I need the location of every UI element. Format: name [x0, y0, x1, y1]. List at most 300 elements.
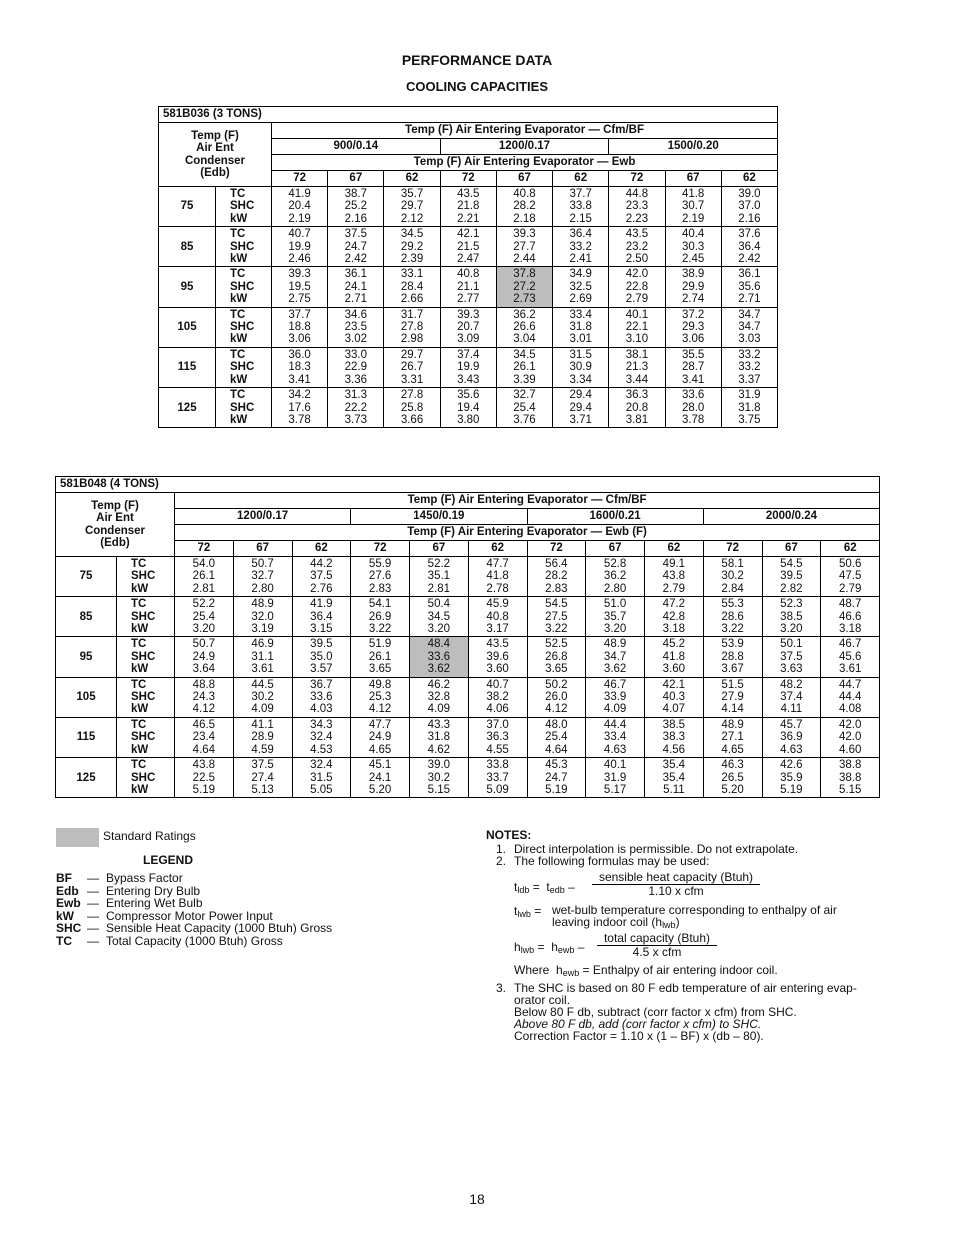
row-code: kW [230, 333, 248, 346]
ewb-column-header: 67 [233, 541, 292, 557]
value: 48.4 [427, 638, 451, 651]
table-row [159, 347, 778, 387]
value: 2.44 [513, 253, 536, 266]
value: 5.11 [663, 783, 685, 796]
value: 24.7 [344, 240, 368, 253]
value: 3.20 [603, 623, 627, 636]
value: 40.4 [681, 228, 705, 241]
value: 40.8 [486, 610, 509, 623]
value: 49.1 [662, 558, 686, 570]
value: 33.2 [738, 361, 761, 374]
value: 31.5 [569, 348, 592, 361]
value: 47.5 [839, 570, 862, 583]
value: 35.6 [738, 280, 761, 293]
value: 24.9 [192, 650, 216, 663]
value: 33.6 [310, 691, 333, 704]
value: 36.3 [625, 389, 649, 402]
formula-3-denominator: 4.5 x cfm [597, 945, 717, 959]
value: 2.45 [681, 253, 705, 266]
value: 35.4 [662, 771, 686, 784]
value-cell [175, 597, 234, 637]
value-cell [762, 717, 821, 757]
value: 2.83 [368, 582, 392, 595]
value: 2.79 [839, 582, 862, 595]
value-cell [665, 347, 721, 387]
value: 33.4 [603, 731, 627, 744]
row-codes [117, 597, 175, 637]
value: 50.6 [839, 558, 862, 570]
value: 39.5 [310, 638, 333, 651]
value: 31.1 [251, 650, 274, 663]
value: 3.36 [344, 373, 368, 386]
value: 41.8 [486, 570, 509, 583]
value: 21.5 [457, 240, 480, 253]
value-cell [410, 597, 469, 637]
value: 31.9 [603, 771, 627, 784]
value: 30.9 [569, 361, 592, 374]
value: 38.7 [344, 188, 368, 200]
value: 51.5 [721, 678, 744, 691]
value-cell [645, 677, 704, 717]
value: 3.60 [486, 663, 509, 676]
value: 38.8 [839, 759, 862, 772]
value: 2.21 [457, 212, 480, 225]
value: 3.02 [344, 333, 368, 346]
value-cell [527, 677, 586, 717]
value-cell [609, 227, 665, 267]
value: 2.77 [457, 293, 480, 306]
value: 39.6 [486, 650, 509, 663]
value-cell [384, 307, 440, 347]
value: 31.3 [344, 389, 368, 402]
value: 2.41 [569, 253, 592, 266]
value: 19.4 [457, 401, 480, 414]
legend-dash: — [87, 908, 99, 923]
value: 30.3 [681, 240, 705, 253]
value: 46.9 [251, 638, 274, 651]
value: 5.05 [310, 783, 333, 796]
ewb-column-header: 62 [553, 171, 609, 187]
value: 36.4 [569, 228, 592, 241]
value: 4.65 [368, 743, 392, 756]
value: 32.5 [569, 280, 592, 293]
value-cell [496, 347, 552, 387]
value: 25.3 [368, 691, 392, 704]
value: 26.9 [368, 610, 392, 623]
value: 25.4 [192, 610, 216, 623]
row-code: kW [230, 413, 248, 426]
edb-label: 85 [56, 597, 117, 637]
value: 48.8 [192, 678, 216, 691]
value-cell [292, 557, 351, 597]
value: 26.6 [513, 321, 536, 334]
value: 37.5 [251, 759, 274, 772]
value: 37.0 [738, 200, 761, 213]
value: 34.3 [310, 718, 333, 731]
value: 3.10 [625, 333, 649, 346]
legend-definition: Entering Dry Bulb [106, 883, 201, 898]
value-cell [410, 717, 469, 757]
value: 27.8 [400, 389, 424, 402]
value: 33.2 [569, 240, 592, 253]
value-cell [351, 758, 410, 798]
page-subtitle: COOLING CAPACITIES [405, 79, 549, 94]
row-code: TC [230, 268, 246, 281]
row-codes [117, 637, 175, 677]
value: 45.2 [662, 638, 686, 651]
value: 2.66 [400, 293, 424, 306]
value-cell [762, 557, 821, 597]
row-code: kW [131, 582, 149, 595]
table-row [159, 227, 778, 267]
value-cell [496, 227, 552, 267]
value: 3.06 [288, 333, 311, 346]
value: 3.65 [368, 663, 392, 676]
value: 27.9 [721, 691, 744, 704]
value: 3.61 [839, 663, 862, 676]
value: 21.8 [457, 200, 480, 213]
value: 3.71 [569, 413, 592, 426]
legend-dash: — [87, 933, 99, 948]
value: 34.2 [288, 389, 311, 402]
legend-definition: Total Capacity (1000 Btuh) Gross [106, 933, 283, 948]
value-cell [665, 187, 721, 227]
value: 4.07 [662, 703, 686, 716]
value-cell [410, 677, 469, 717]
value: 3.73 [344, 413, 368, 426]
value: 24.1 [344, 280, 368, 293]
row-code: SHC [131, 570, 156, 583]
row-code: kW [230, 293, 248, 306]
row-code: TC [230, 308, 246, 321]
value: 43.3 [427, 718, 451, 731]
ewb-column-header: 72 [440, 171, 496, 187]
table-row [56, 677, 880, 717]
value: 2.19 [288, 212, 311, 225]
row-codes [117, 717, 175, 757]
ewb-column-header: 67 [410, 541, 469, 557]
value-cell [272, 347, 328, 387]
value: 28.6 [721, 610, 744, 623]
value: 32.4 [310, 731, 333, 744]
row-code: TC [230, 188, 246, 200]
row-codes [117, 557, 175, 597]
value: 5.13 [251, 783, 274, 796]
value-cell [292, 637, 351, 677]
table-caption: 581B036 (3 TONS) [159, 107, 778, 123]
row-code: SHC [131, 650, 156, 663]
value-cell [351, 717, 410, 757]
value: 3.22 [368, 623, 392, 636]
legend-abbr: Ewb [56, 896, 81, 910]
value: 38.5 [780, 610, 803, 623]
legend-abbr: TC [56, 933, 72, 948]
value: 45.1 [368, 759, 392, 772]
value: 3.15 [310, 623, 333, 636]
formula-3-numerator: total capacity (Btuh) [603, 931, 711, 945]
row-code: kW [131, 623, 149, 636]
value: 37.4 [780, 691, 803, 704]
value: 50.7 [192, 638, 216, 651]
value: 36.7 [310, 678, 333, 691]
value: 46.7 [839, 638, 862, 651]
value-cell [553, 388, 609, 428]
edb-label: 105 [56, 677, 117, 717]
row-code: TC [131, 678, 147, 691]
value: 19.9 [457, 361, 480, 374]
value: 38.1 [625, 348, 649, 361]
value: 44.2 [310, 558, 333, 570]
value: 52.2 [192, 598, 216, 611]
value-cell [496, 307, 552, 347]
value: 3.41 [681, 373, 705, 386]
value: 26.1 [368, 650, 392, 663]
value: 58.1 [721, 558, 744, 570]
value: 35.1 [427, 570, 451, 583]
value: 2.50 [625, 253, 649, 266]
value: 36.3 [486, 731, 509, 744]
value: 29.7 [400, 200, 424, 213]
value-cell [233, 597, 292, 637]
table-581b048 [55, 476, 880, 798]
value-cell [272, 227, 328, 267]
row-codes [117, 677, 175, 717]
row-code: kW [230, 253, 248, 266]
value: 3.66 [400, 413, 424, 426]
value: 42.6 [780, 759, 803, 772]
row-code: kW [131, 703, 149, 716]
row-code: SHC [230, 321, 255, 334]
value: 40.7 [486, 678, 509, 691]
value: 35.7 [400, 188, 424, 200]
value-cell [384, 347, 440, 387]
value: 53.9 [721, 638, 744, 651]
value: 55.3 [721, 598, 744, 611]
value: 2.15 [569, 212, 592, 225]
value: 5.19 [545, 783, 568, 796]
legend-abbr: kW [56, 908, 74, 923]
value: 3.20 [780, 623, 803, 636]
value-cell [821, 758, 880, 798]
value: 47.7 [368, 718, 392, 731]
note-3-line-2: orator coil. [514, 993, 571, 1007]
value: 4.08 [839, 703, 862, 716]
value: 4.03 [310, 703, 333, 716]
value-cell [410, 758, 469, 798]
value: 37.8 [513, 268, 536, 281]
value: 25.4 [545, 731, 568, 744]
value: 44.5 [251, 678, 274, 691]
value-cell [440, 227, 496, 267]
ewb-column-header: 62 [468, 541, 527, 557]
value-cell [821, 597, 880, 637]
value: 31.7 [400, 308, 424, 321]
value: 36.0 [288, 348, 311, 361]
value: 2.42 [344, 253, 368, 266]
value: 4.65 [721, 743, 744, 756]
legend-abbr: SHC [56, 921, 82, 935]
value: 27.1 [721, 731, 744, 744]
value: 33.6 [427, 650, 451, 663]
value: 39.3 [513, 228, 536, 241]
value: 2.83 [545, 582, 568, 595]
value-cell [586, 637, 645, 677]
value: 51.0 [603, 598, 627, 611]
value: 3.09 [457, 333, 480, 346]
temp-condenser-label: Temp (F) Air Ent Condenser (Edb) [56, 493, 175, 557]
value: 5.15 [427, 783, 451, 796]
formula-1-lhs: $t_{ldb} = t_{edb}$ – [514, 880, 575, 895]
value: 22.2 [344, 401, 368, 414]
value: 42.1 [457, 228, 480, 241]
row-code: SHC [131, 610, 156, 623]
value: 45.3 [545, 759, 568, 772]
value: 45.9 [486, 598, 509, 611]
value: 29.3 [681, 321, 705, 334]
value: 41.8 [662, 650, 686, 663]
value-cell [175, 717, 234, 757]
value-cell [440, 388, 496, 428]
value: 5.19 [192, 783, 216, 796]
value: 32.7 [513, 389, 536, 402]
value: 29.4 [569, 389, 592, 402]
row-code: SHC [230, 200, 255, 213]
value: 41.9 [288, 188, 311, 200]
value: 5.17 [603, 783, 627, 796]
value-cell [468, 597, 527, 637]
cfm-group-header: 1200/0.17 [175, 509, 351, 525]
value: 46.5 [192, 718, 216, 731]
value-cell [703, 637, 762, 677]
note-3-line-1: The SHC is based on 80 F edb temperature of air entering evap- [514, 981, 857, 995]
value: 22.1 [625, 321, 649, 334]
value: 4.56 [662, 743, 686, 756]
value: 33.9 [603, 691, 627, 704]
value: 3.20 [427, 623, 451, 636]
table-581b036 [158, 106, 778, 428]
row-code: SHC [230, 401, 255, 414]
value: 4.63 [780, 743, 803, 756]
value: 2.80 [251, 582, 274, 595]
edb-label: 75 [56, 557, 117, 597]
notes-title: NOTES: [486, 828, 532, 842]
value: 2.79 [625, 293, 649, 306]
value: 3.41 [288, 373, 311, 386]
value-cell [384, 388, 440, 428]
value: 27.8 [400, 321, 424, 334]
value-cell [468, 717, 527, 757]
row-code: kW [230, 212, 248, 225]
standard-rating-cell [496, 267, 552, 307]
value-cell [609, 187, 665, 227]
value-cell [351, 677, 410, 717]
value: 29.4 [569, 401, 592, 414]
value-cell [468, 637, 527, 677]
value-cell [645, 717, 704, 757]
value: 4.62 [427, 743, 451, 756]
value-cell [762, 637, 821, 677]
value: 43.8 [662, 570, 686, 583]
value: 3.75 [738, 413, 761, 426]
value: 3.34 [569, 373, 592, 386]
value-cell [609, 388, 665, 428]
cfm-group-header: 1450/0.19 [351, 509, 527, 525]
value: 49.8 [368, 678, 392, 691]
value-cell [586, 557, 645, 597]
value: 23.4 [192, 731, 216, 744]
value: 48.9 [251, 598, 274, 611]
value-cell [440, 267, 496, 307]
value: 2.16 [344, 212, 368, 225]
value-cell [645, 758, 704, 798]
value: 29.2 [400, 240, 424, 253]
table-row [159, 187, 778, 227]
value: 2.79 [662, 582, 686, 595]
value: 31.8 [738, 401, 761, 414]
value-cell [351, 637, 410, 677]
ewb-column-header: 67 [762, 541, 821, 557]
value-cell [645, 637, 704, 677]
page-title: PERFORMANCE DATA [401, 52, 553, 68]
ewb-column-header: 67 [328, 171, 384, 187]
value-cell [665, 227, 721, 267]
value: 36.1 [344, 268, 368, 281]
value: 41.9 [310, 598, 333, 611]
ewb-column-header: 67 [665, 171, 721, 187]
value-cell [384, 267, 440, 307]
value: 3.18 [839, 623, 862, 636]
value-cell [665, 388, 721, 428]
edb-label: 125 [159, 388, 216, 428]
row-codes [216, 347, 272, 387]
value: 22.8 [625, 280, 649, 293]
edb-label: 125 [56, 758, 117, 798]
value: 2.73 [513, 293, 536, 306]
value: 52.5 [545, 638, 568, 651]
value-cell [292, 677, 351, 717]
value-cell [703, 557, 762, 597]
value: 33.2 [738, 348, 761, 361]
value: 20.8 [625, 401, 649, 414]
value: 3.18 [662, 623, 686, 636]
value: 36.9 [780, 731, 803, 744]
row-codes [216, 227, 272, 267]
value: 25.2 [344, 200, 368, 213]
table-row [56, 758, 880, 798]
value-cell [175, 637, 234, 677]
value-cell [586, 717, 645, 757]
value: 3.63 [780, 663, 803, 676]
edb-label: 75 [159, 187, 216, 227]
formula-2-text-1: wet-bulb temperature corresponding to enthalpy of air [552, 903, 837, 917]
value: 29.9 [681, 280, 705, 293]
value: 42.0 [839, 731, 862, 744]
value-cell [272, 187, 328, 227]
value: 39.0 [427, 759, 451, 772]
legend-dash: — [87, 896, 99, 910]
value: 33.0 [344, 348, 368, 361]
value: 4.60 [839, 743, 862, 756]
formula-1-denominator: 1.10 x cfm [592, 884, 760, 898]
value: 30.7 [681, 200, 705, 213]
value-cell [527, 717, 586, 757]
value: 33.6 [681, 389, 705, 402]
value: 3.39 [513, 373, 536, 386]
table-row [159, 307, 778, 347]
page-number: 18 [469, 1191, 485, 1207]
value: 38.9 [681, 268, 705, 281]
value: 46.3 [721, 759, 744, 772]
